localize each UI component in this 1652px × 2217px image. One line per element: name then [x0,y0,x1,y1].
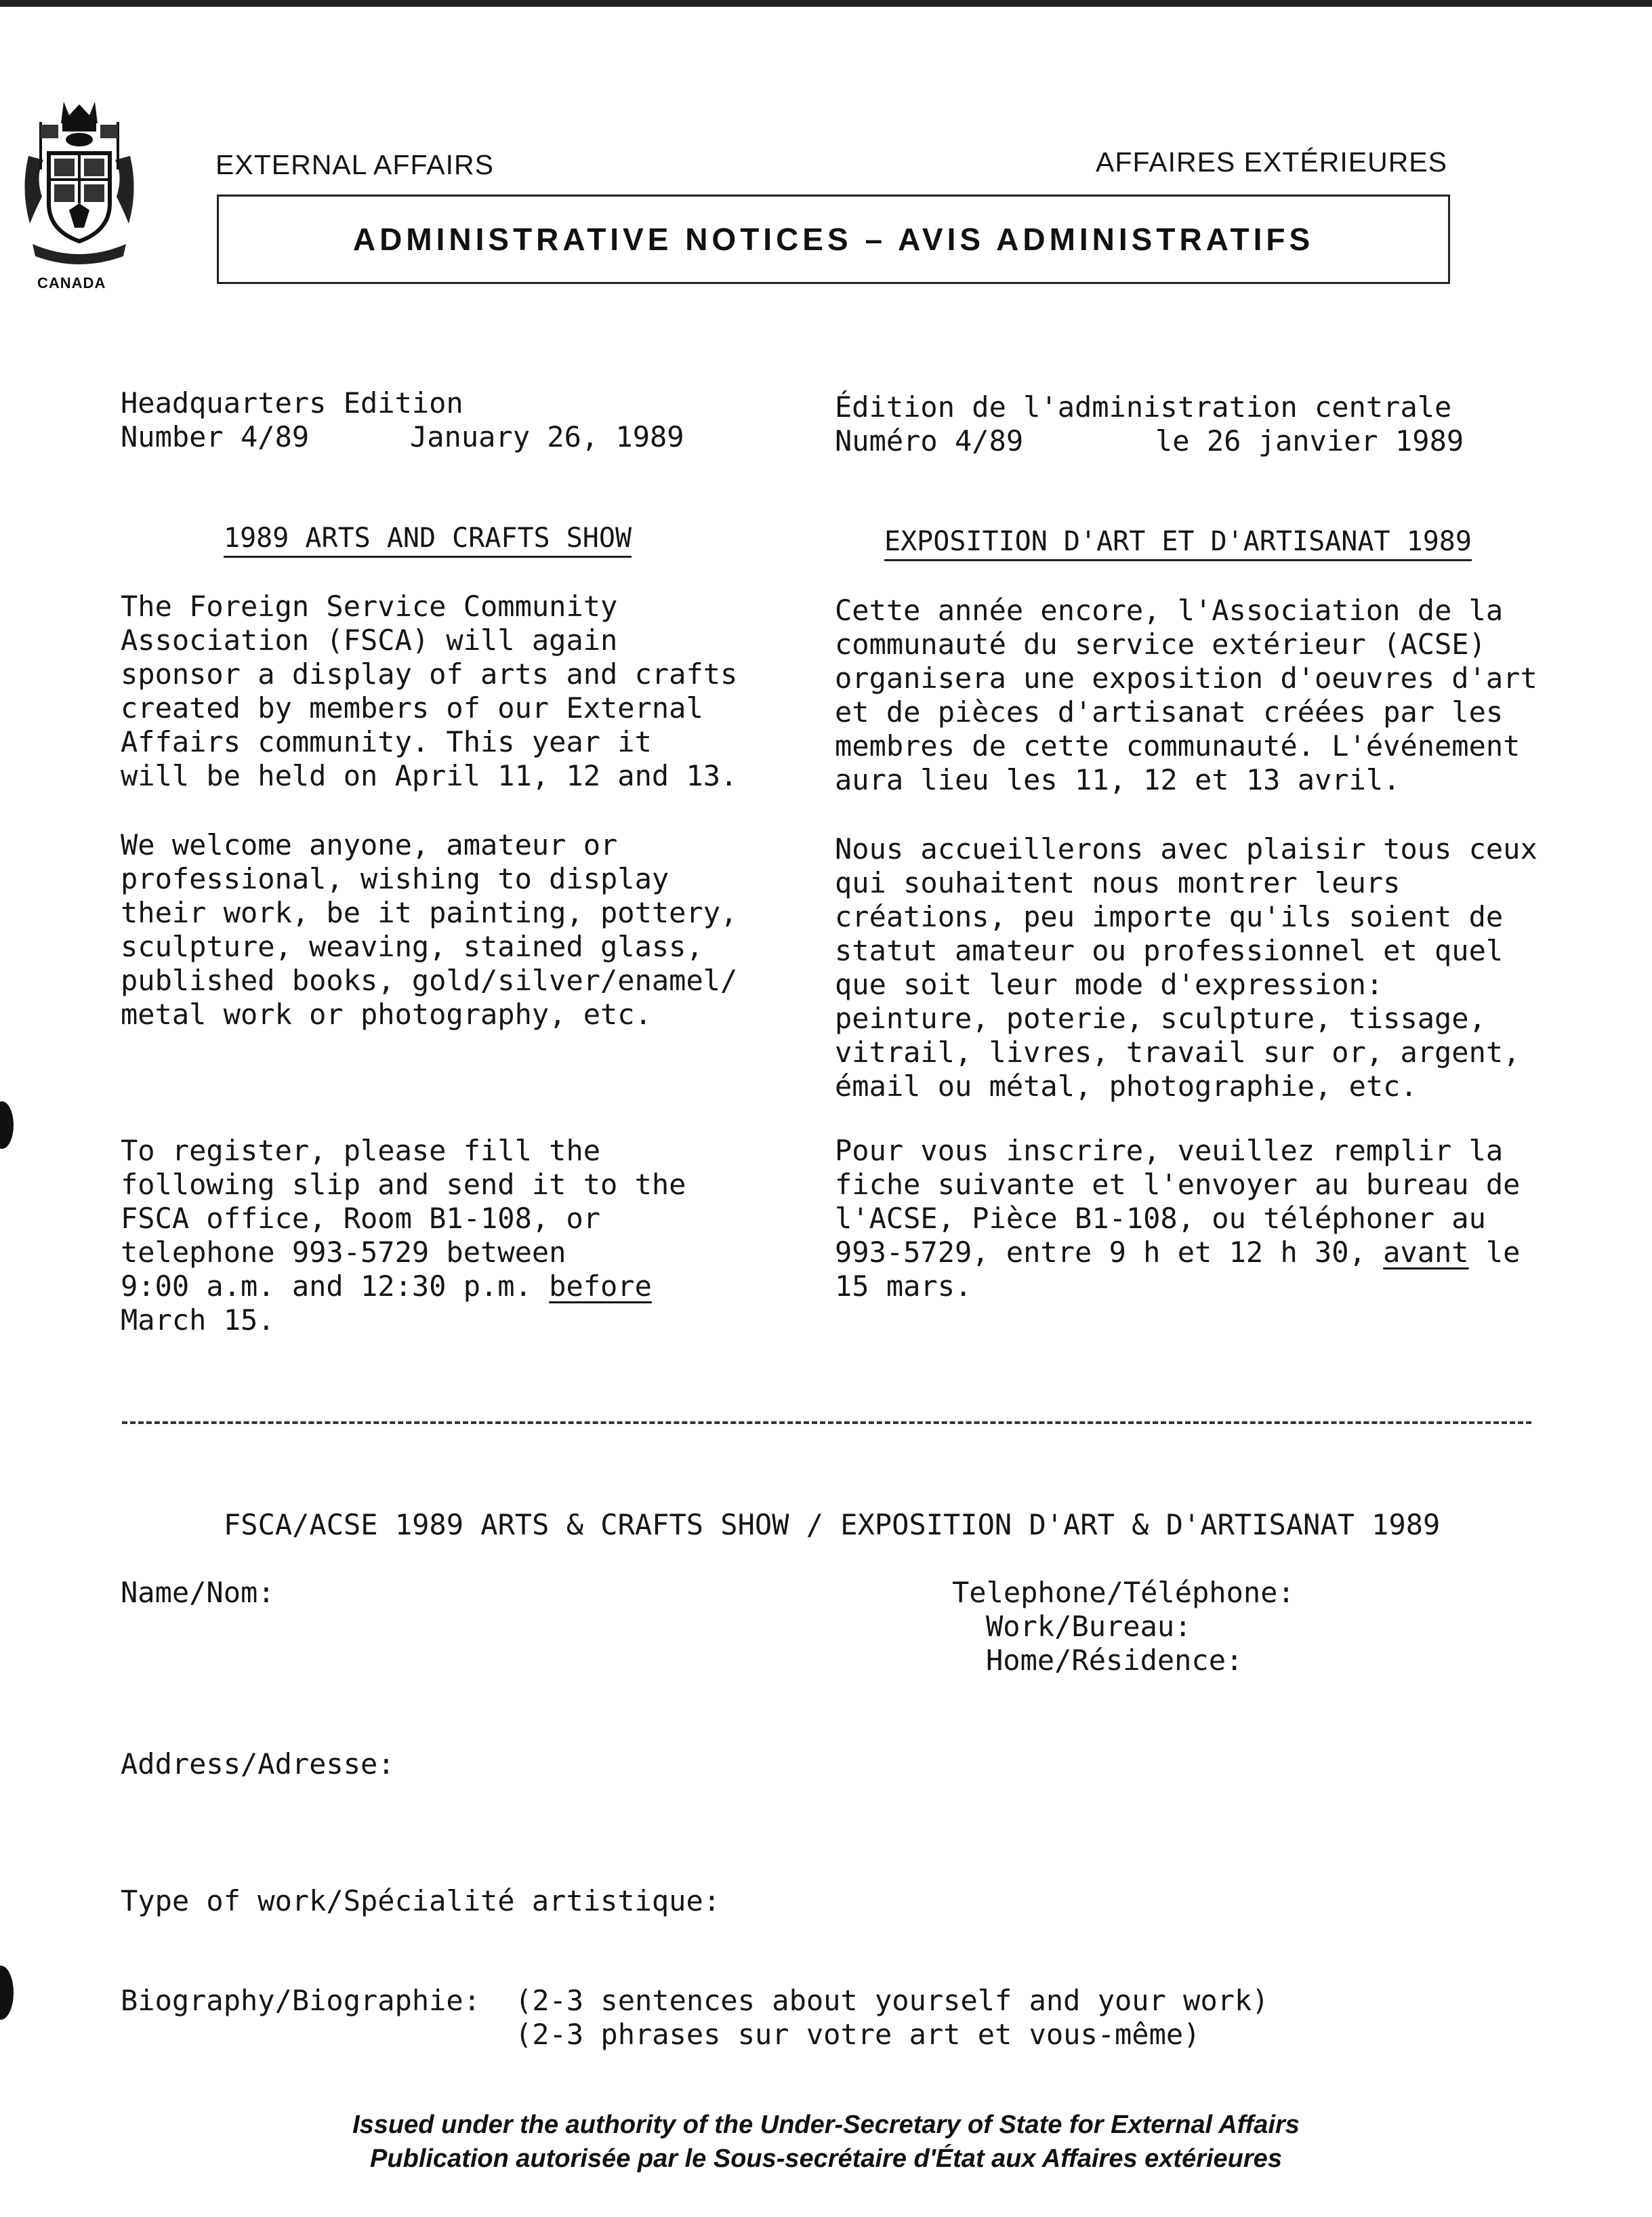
english-para3-end: March 15. [121,1303,275,1337]
biography-label: Biography/Biographie: [121,1984,481,2017]
edition-fr-line1: Édition de l'administration centrale [835,390,1452,424]
edition-en-date: January 26, 1989 [410,420,684,453]
french-paragraph-3 [835,1134,1520,1303]
header-right-title: AFFAIRES EXTÉRIEURES [1096,146,1447,178]
work-phone-label: Work/Bureau: [986,1610,1192,1643]
english-paragraph-2: We welcome anyone, amateur or professional, wishing to display their work, be it painting, pottery, sculpture, weaving, stained glass, published books, gold/silver/enamel/ metal work or photography, etc. [121,828,738,1031]
address-label: Address/Adresse: [121,1747,395,1781]
french-underlined-avant: avant [1383,1236,1469,1269]
crest-label: CANADA [37,274,106,291]
english-paragraph-1: The Foreign Service Community Association (FSCA) will again sponsor a display of arts and crafts created by members of our External Affairs community. This year it will be held on April 11, 12 and 13. [121,590,738,792]
french-heading: EXPOSITION D'ART ET D'ARTISANAT 1989 [884,525,1472,561]
edition-en-line1: Headquarters Edition [121,386,463,420]
biography-hint-fr: (2-3 phrases sur votre art et vous-même) [515,2018,1201,2051]
form-title: FSCA/ACSE 1989 ARTS & CRAFTS SHOW / EXPOSITION D'ART & D'ARTISANAT 1989 [224,1508,1441,1541]
banner-box [217,195,1450,284]
english-heading: 1989 ARTS AND CRAFTS SHOW [224,522,632,558]
french-para3-text: Pour vous inscrire, veuillez remplir la fiche suivante et l'envoyer au bureau de l'ACSE, Pièce B1-108, ou téléphoner au 993-5729, entre 9 h et 12 h 30, [835,1134,1521,1269]
footer-line-1: Issued under the authority of the Under-Secretary of State for External Affairs [352,2111,1300,2139]
english-paragraph-3 [121,1134,686,1337]
coat-of-arms-icon [15,95,144,271]
home-phone-label: Home/Résidence: [986,1644,1243,1677]
edition-fr-number: Numéro 4/89 [835,424,1024,457]
tear-off-divider [122,1421,1531,1424]
telephone-label: Telephone/Téléphone: [952,1576,1295,1609]
french-paragraph-1: Cette année encore, l'Association de la communauté du service extérieur (ACSE) organisera une exposition d'oeuvres d'art et de pièces d'artisanat créées par les membres de cette communauté. L'événement aura lieu les 11, 12 et 13 avril. [835,594,1537,796]
english-underlined-before: before [549,1269,652,1303]
edition-fr-date: le 26 janvier 1989 [1155,424,1464,457]
top-edge-shadow [0,0,1652,7]
french-paragraph-2: Nous accueillerons avec plaisir tous ceux qui souhaitent nous montrer leurs créations, peu importe qu'ils soient de statut amateur ou professionnel et quel que soit leur mode d'expression: peinture, poterie, sculpture, tissage, vitrail, livres, travail sur or, argent, émail ou métal, photographie, etc. [835,832,1537,1103]
edition-en-number: Number 4/89 [121,420,310,453]
biography-hint-en: (2-3 sentences about yourself and your work) [515,1984,1269,2017]
english-para3-text: To register, please fill the following slip and send it to the FSCA office, Room B1-108, or telephone 993-5729 between 9:00 a.m. and 12:30 p.m. [121,1134,686,1303]
binder-hole-mark [0,1101,14,1149]
banner-title: ADMINISTRATIVE NOTICES – AVIS ADMINISTRATIFS [352,222,1315,257]
binder-hole-mark [0,1966,14,2020]
footer-line-2: Publication autorisée par le Sous-secrétaire d'État aux Affaires extérieures [370,2144,1282,2173]
header-left-title: EXTERNAL AFFAIRS [215,149,494,180]
french-para3-end: le 15 mars. [835,1236,1521,1303]
name-label: Name/Nom: [121,1576,275,1609]
type-of-work-label: Type of work/Spécialité artistique: [121,1884,721,1917]
